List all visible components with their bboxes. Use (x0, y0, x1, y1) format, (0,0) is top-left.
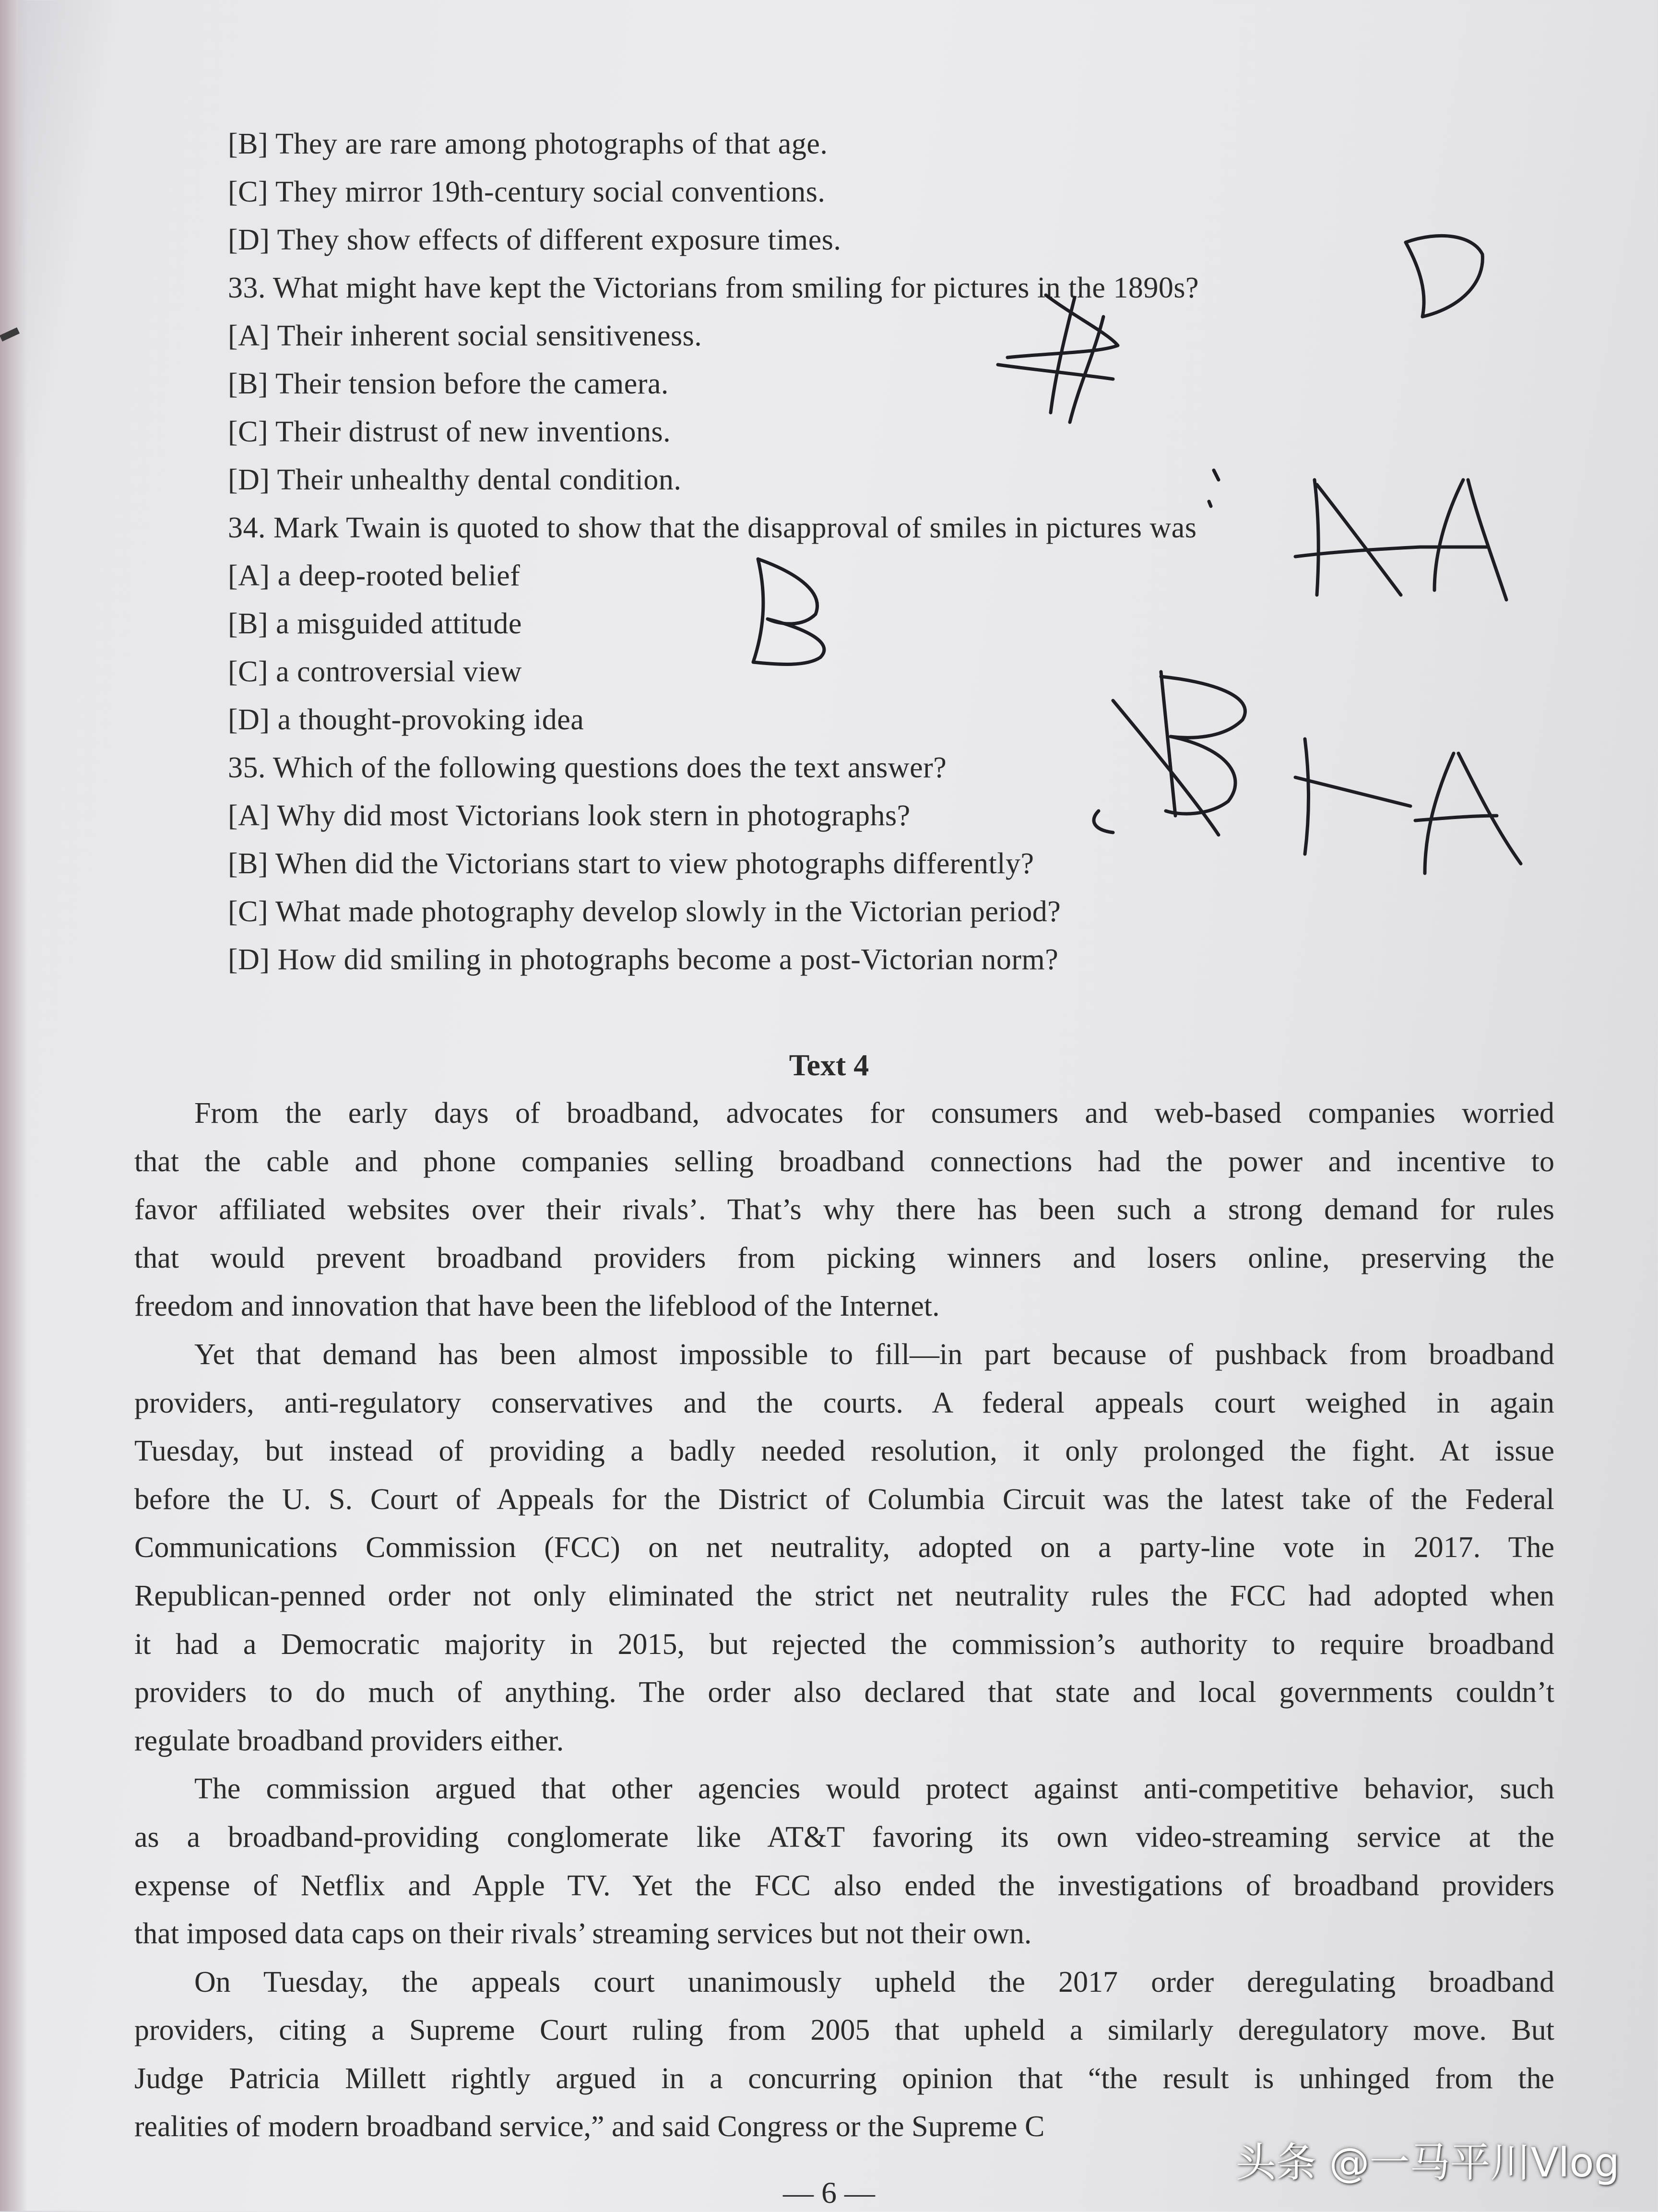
paragraph-line: regulate broadband providers either. (134, 1724, 564, 1757)
paragraph-line: that imposed data caps on their rivals’ streaming services but not their own. (134, 1917, 1032, 1950)
handwritten-b-q34 (753, 559, 824, 664)
paragraph-line: Republican-penned order not only eliminated the strict net neutrality rules the FCC had adopted when (134, 1579, 1554, 1612)
option-32-d: [D] They show effects of different exposure times. (228, 224, 841, 256)
watermark: 头条 @一马平川Vlog (1235, 2139, 1620, 2186)
question-35: 35. Which of the following questions does the text answer? (228, 751, 947, 784)
paragraph-line: as a broadband-providing conglomerate like AT&T favoring its own video-streaming service at the (134, 1820, 1554, 1854)
paragraph-line: providers to do much of anything. The order also declared that state and local governments couldn’t (134, 1676, 1554, 1709)
option-35-c: [C] What made photography develop slowly in the Victorian period? (228, 895, 1061, 928)
text-title: Text 4 (789, 1048, 869, 1082)
paragraph-line: providers, anti-regulatory conservatives and the courts. A federal appeals court weighed in again (134, 1386, 1554, 1419)
paragraph-line: before the U. S. Court of Appeals for the District of Columbia Circuit was the latest take of the Federal (134, 1483, 1554, 1516)
handwritten-a-q34-left (1295, 480, 1420, 595)
paragraph-line: The commission argued that other agencies would protect against anti-competitive behavior, such (194, 1772, 1554, 1806)
paragraph-line: Judge Patricia Millett rightly argued in a concurring opinion that “the result is unhinged from the (134, 2062, 1554, 2095)
paragraph-line: providers, citing a Supreme Court ruling from 2005 that upheld a similarly deregulatory move. But (134, 2014, 1554, 2047)
paragraph-line: Communications Commission (FCC) on net neutrality, adopted on a party-line vote in 2017. The (134, 1531, 1554, 1564)
paragraph-line: that would prevent broadband providers from picking winners and losers online, preserving the (134, 1241, 1554, 1274)
option-33-b: [B] Their tension before the camera. (228, 368, 669, 400)
option-33-c: [C] Their distrust of new inventions. (228, 416, 671, 448)
handwritten-hook-q35 (1094, 811, 1113, 832)
option-34-a: [A] a deep-rooted belief (228, 559, 521, 592)
paragraph-line: Tuesday, but instead of providing a badly needed resolution, it only prolonged the fight. At issue (134, 1435, 1554, 1468)
paragraph-line: favor affiliated websites over their rivals’. That’s why there has been such a strong demand for rules (134, 1193, 1554, 1226)
option-34-b: [B] a misguided attitude (228, 607, 522, 640)
paragraph-line: freedom and innovation that have been the lifeblood of the Internet. (134, 1290, 940, 1323)
paragraph-line: Yet that demand has been almost impossible to fill—in part because of pushback from broadband (194, 1338, 1554, 1371)
question-34: 34. Mark Twain is quoted to show that the disapproval of smiles in pictures was (228, 511, 1197, 544)
handwritten-tick-q34 (1209, 470, 1219, 506)
option-32-b: [B] They are rare among photographs of that age. (228, 128, 828, 160)
paragraph-line: From the early days of broadband, advocates for consumers and web-based companies worried (194, 1097, 1554, 1130)
handwritten-a-q35 (1295, 739, 1521, 873)
paragraph-line: that the cable and phone companies selling broadband connections had the power and incentive to (134, 1145, 1554, 1178)
handwritten-d-q32 (1406, 236, 1482, 317)
option-34-d: [D] a thought-provoking idea (228, 703, 584, 736)
question-33: 33. What might have kept the Victorians from smiling for pictures in the 1890s? (228, 272, 1199, 304)
option-33-a: [A] Their inherent social sensitiveness. (228, 320, 702, 352)
option-33-d: [D] Their unhealthy dental condition. (228, 464, 682, 496)
paragraph-line: expense of Netflix and Apple TV. Yet the FCC also ended the investigations of broadband providers (134, 1869, 1554, 1902)
option-35-a: [A] Why did most Victorians look stern in photographs? (228, 799, 911, 832)
paragraph-line: realities of modern broadband service,” and said Congress or the Supreme C (134, 2110, 1045, 2143)
handwritten-a-q34-right (1420, 480, 1506, 600)
page-number: — 6 — (783, 2176, 875, 2210)
paragraph-line: On Tuesday, the appeals court unanimously upheld the 2017 order deregulating broadband (194, 1965, 1554, 1998)
option-34-c: [C] a controversial view (228, 655, 522, 688)
option-35-b: [B] When did the Victorians start to view photographs differently? (228, 847, 1034, 880)
handwritten-b-q35 (1113, 672, 1245, 835)
option-35-d: [D] How did smiling in photographs become a post-Victorian norm? (228, 943, 1059, 976)
option-32-c: [C] They mirror 19th-century social conventions. (228, 176, 826, 208)
paragraph-line: it had a Democratic majority in 2015, but rejected the commission’s authority to require broadband (134, 1628, 1554, 1661)
handwritten-a-q33 (998, 295, 1118, 422)
